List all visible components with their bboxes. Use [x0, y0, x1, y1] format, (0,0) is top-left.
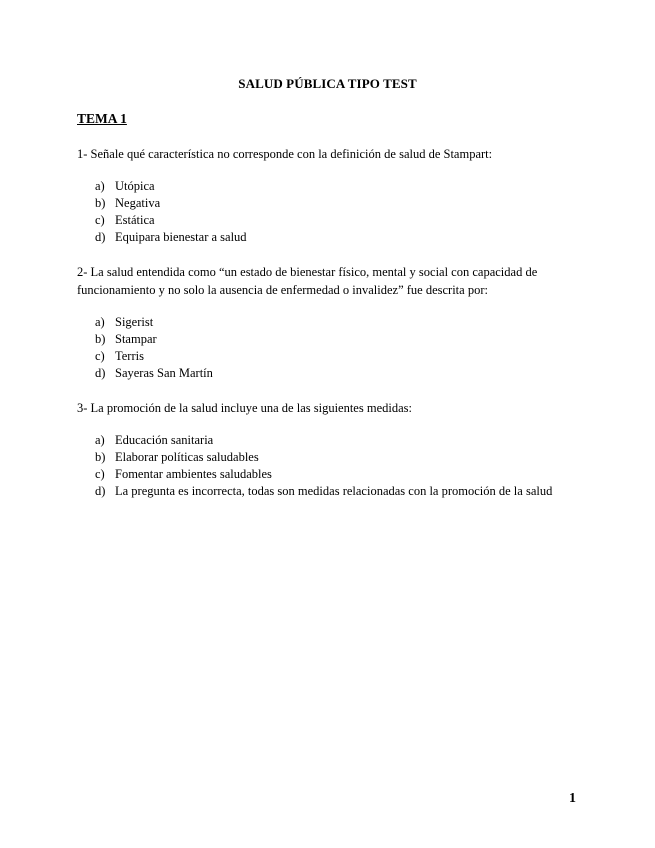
question-3-option-b [95, 449, 552, 466]
option-text: Sayeras San Martín [115, 366, 213, 380]
question-1-options [95, 178, 247, 246]
option-letter: c) [95, 467, 105, 481]
question-3-text: 3- La promoción de la salud incluye una de las siguientes medidas: [77, 401, 412, 415]
option-text: Elaborar políticas saludables [115, 450, 259, 464]
question-2-options [95, 314, 213, 382]
option-letter: a) [95, 315, 105, 329]
option-text: Sigerist [115, 315, 154, 329]
question-3-option-a [95, 432, 552, 449]
option-letter: a) [95, 179, 105, 193]
option-letter: d) [95, 230, 106, 244]
question-3-option-d [95, 483, 552, 500]
option-letter: c) [95, 349, 105, 363]
question-1-option-d [95, 229, 247, 246]
option-text: Fomentar ambientes saludables [115, 467, 272, 481]
question-3-options [95, 432, 552, 500]
option-letter: b) [95, 196, 106, 210]
option-text: Educación sanitaria [115, 433, 214, 447]
question-2-option-a [95, 314, 213, 331]
question-2-option-d [95, 365, 213, 382]
option-text: Utópica [115, 179, 155, 193]
section-heading: TEMA 1 [77, 111, 127, 126]
question-2-option-b [95, 331, 213, 348]
question-2-text: 2- La salud entendida como “un estado de bienestar físico, mental y social con capacidad de funcionamiento y no solo la ausencia de enfermedad o invalidez” fue descrita por: [77, 265, 538, 297]
option-letter: a) [95, 433, 105, 447]
option-text: La pregunta es incorrecta, todas son medidas relacionadas con la promoción de la salud [115, 484, 553, 498]
page-number: 1 [569, 791, 576, 806]
option-text: Equipara bienestar a salud [115, 230, 247, 244]
option-text: Stampar [115, 332, 157, 346]
question-1-option-a [95, 178, 247, 195]
question-1-option-b [95, 195, 247, 212]
option-text: Negativa [115, 196, 161, 210]
option-letter: b) [95, 332, 106, 346]
option-letter: d) [95, 484, 106, 498]
question-3-option-c [95, 466, 552, 483]
question-1-text: 1- Señale qué característica no corresponde con la definición de salud de Stampart: [77, 147, 493, 161]
option-text: Estática [115, 213, 155, 227]
option-letter: c) [95, 213, 105, 227]
option-letter: b) [95, 450, 106, 464]
question-1-option-c [95, 212, 247, 229]
option-text: Terris [115, 349, 144, 363]
document-title: SALUD PÚBLICA TIPO TEST [238, 76, 417, 91]
option-letter: d) [95, 366, 106, 380]
question-2-option-c [95, 348, 213, 365]
